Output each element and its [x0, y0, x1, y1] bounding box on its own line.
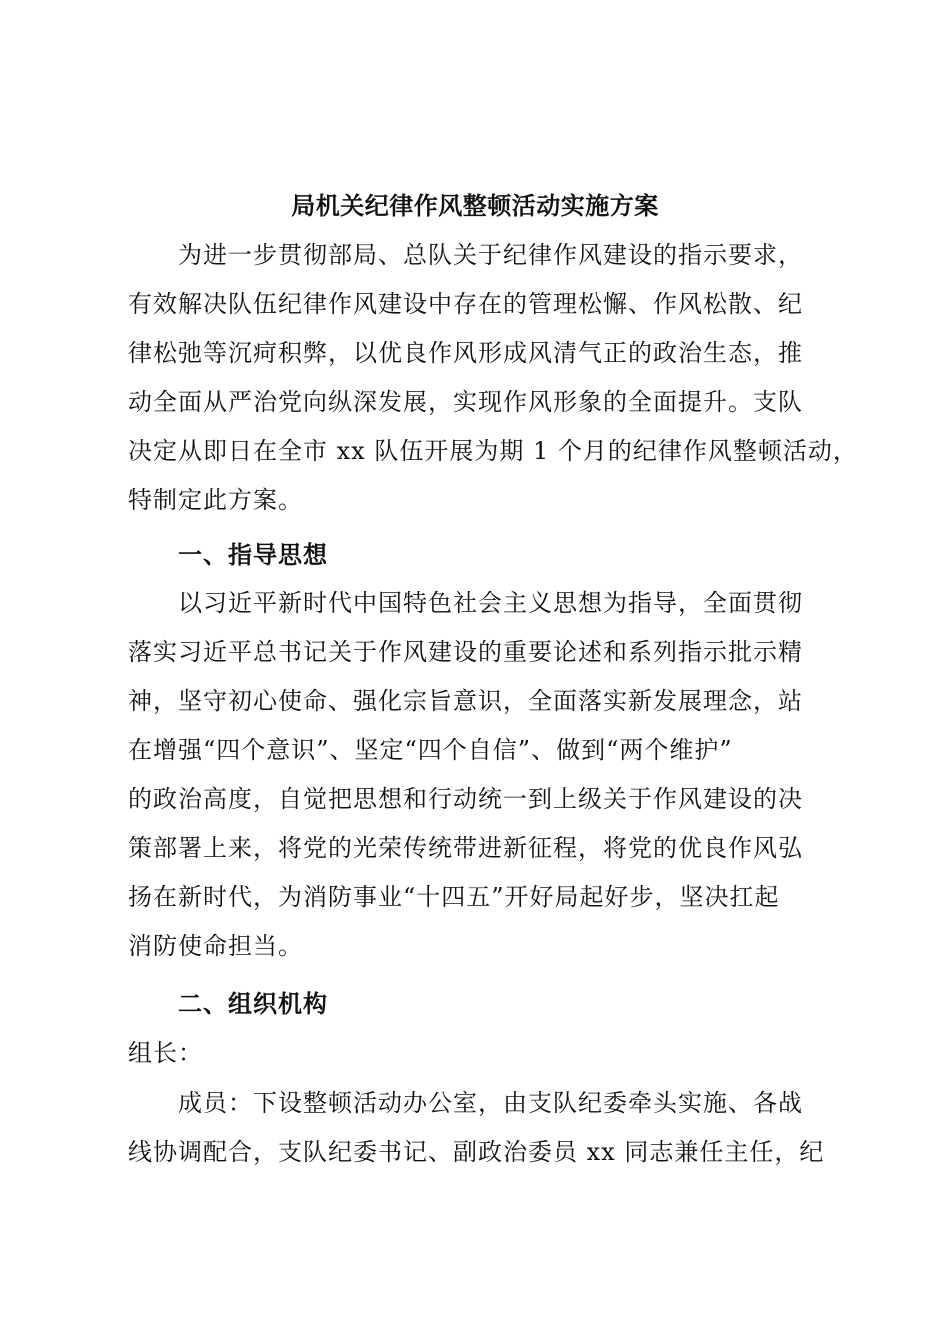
document-title: 局机关纪律作风整顿活动实施方案	[291, 191, 659, 220]
paragraph-line: 的政治高度，自觉把思想和行动统一到上级关于作风建设的决	[128, 785, 803, 813]
paragraph-line: 在增强“四个意识”、坚定“四个自信”、做到“两个维护”	[128, 736, 733, 764]
paragraph-line: 特制定此方案。	[128, 486, 303, 514]
intro-paragraph	[128, 231, 858, 525]
paragraph-line: 律松弛等沉疴积弊，以优良作风形成风清气正的政治生态，推	[128, 339, 803, 367]
section-heading: 二、组织机构	[178, 989, 328, 1018]
paragraph-line: 成员：下设整顿活动办公室，由支队纪委牵头实施、各战	[178, 1089, 803, 1117]
paragraph-line: 线协调配合，支队纪委书记、副政治委员 xx 同志兼任主任，纪	[128, 1138, 825, 1166]
paragraph-line: 决定从即日在全市 xx 队伍开展为期 1 个月的纪律作风整顿活动，	[128, 437, 858, 465]
section-heading-guiding-ideology	[128, 530, 828, 579]
paragraph-line: 策部署上来，将党的光荣传统带进新征程，将党的优良作风弘	[128, 834, 803, 862]
section-heading-organization	[128, 979, 828, 1028]
paragraph-line: 神，坚守初心使命、强化宗旨意识，全面落实新发展理念，站	[128, 687, 803, 715]
paragraph-line: 落实习近平总书记关于作风建设的重要论述和系列指示批示精	[128, 638, 803, 666]
paragraph-line: 动全面从严治党向纵深发展，实现作风形象的全面提升。支队	[128, 388, 803, 416]
paragraph-line: 以习近平新时代中国特色社会主义思想为指导，全面贯彻	[178, 589, 803, 617]
members-paragraph	[128, 1079, 828, 1177]
paragraph-line: 为进一步贯彻部局、总队关于纪律作风建设的指示要求，	[178, 241, 803, 269]
leader-line-block	[128, 1029, 828, 1078]
paragraph-line: 消防使命担当。	[128, 932, 303, 960]
leader-label: 组长：	[128, 1039, 203, 1067]
paragraph-line: 扬在新时代，为消防事业“十四五”开好局起好步，坚决扛起	[128, 883, 780, 911]
paragraph-line: 有效解决队伍纪律作风建设中存在的管理松懈、作风松散、纪	[128, 290, 803, 318]
section-heading: 一、指导思想	[178, 540, 328, 569]
guiding-ideology-paragraph	[128, 579, 828, 971]
